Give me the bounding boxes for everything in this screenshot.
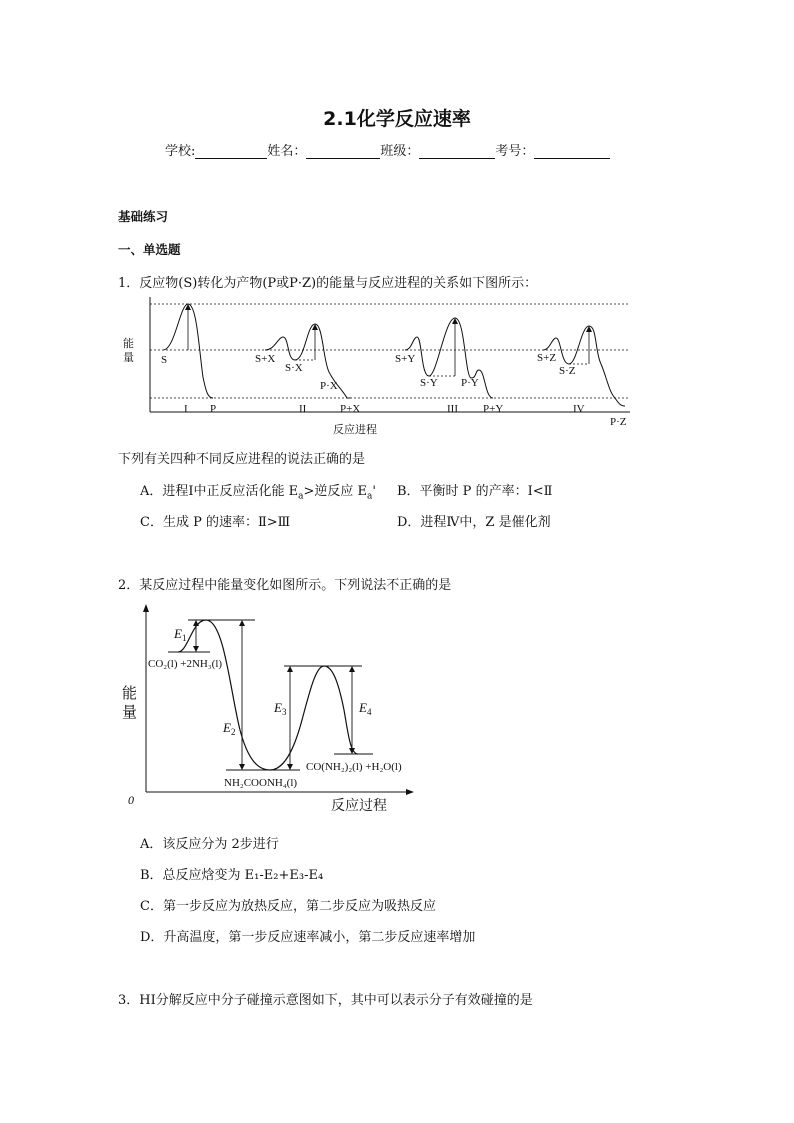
name-blank[interactable]: [306, 144, 380, 159]
section-single-choice: 一、单选题: [118, 242, 181, 257]
q2-energy-diagram: [118, 600, 418, 815]
q1-label-iv: IV: [573, 403, 585, 415]
q3-stem: 3．HI分解反应中分子碰撞示意图如下，其中可以表示分子有效碰撞的是: [118, 993, 533, 1008]
q2-origin: 0: [128, 793, 134, 807]
q1-label-s: S: [161, 354, 168, 366]
q1-option-a[interactable]: [140, 480, 376, 502]
q2-e2-label: E: [223, 720, 231, 735]
q2-stem: 2．某反应过程中能量变化如图所示。下列说法不正确的是: [118, 578, 452, 593]
q1-option-a-text: A．进程Ⅰ中正反应活化能 E: [140, 484, 299, 499]
q2-intermediate-label: NH₂COONH₄(l): [224, 777, 298, 789]
q1-option-a-mid: >逆反应 E: [303, 484, 368, 499]
q1-option-c[interactable]: C．生成 P 的速率：Ⅱ>Ⅲ: [140, 515, 291, 530]
q1-label-sy: S+Y: [395, 353, 416, 365]
q1-option-a-sub1: a: [298, 491, 304, 502]
id-blank[interactable]: [534, 144, 610, 159]
q1-label-sx: S+X: [255, 353, 276, 365]
q2-option-a[interactable]: A．该反应分为 2步进行: [140, 837, 279, 852]
q1-stem: 1．反应物(S)转化为产物(P或P·Z)的能量与反应进程的关系如下图所示：: [118, 276, 538, 291]
q1-ylabel-1: 能: [123, 338, 134, 350]
q2-e4-label: E: [359, 700, 367, 715]
q1-label-s-x: S·X: [285, 362, 303, 374]
svg-text:E1: [173, 626, 186, 643]
id-label: 考号：: [495, 144, 535, 159]
q1-option-a-end: ': [372, 484, 376, 499]
class-blank[interactable]: [419, 144, 495, 159]
q1-label-p-x: P·X: [320, 380, 338, 392]
q2-e2-sub: 2: [230, 727, 236, 737]
q2-option-c[interactable]: C．第一步反应为放热反应，第二步反应为吸热反应: [140, 899, 436, 914]
q2-ylabel-2: 量: [122, 705, 138, 721]
q1-prompt: 下列有关四种不同反应进程的说法正确的是: [118, 452, 366, 467]
page-title: 2.1化学反应速率: [323, 108, 471, 130]
q2-option-d[interactable]: D．升高温度，第一步反应速率减小，第二步反应速率增加: [140, 930, 476, 945]
q1-label-sz: S+Z: [537, 352, 557, 364]
q2-option-b[interactable]: B．总反应焓变为 E₁-E₂+E₃-E₄: [140, 868, 324, 883]
q1-option-b[interactable]: B．平衡时 P 的产率：Ⅰ<Ⅱ: [397, 484, 553, 499]
q1-label-s-y: S·Y: [420, 377, 438, 389]
q2-reactants-label: CO₂(l) +2NH₃(l): [148, 658, 223, 670]
q1-label-ii: II: [299, 403, 307, 415]
q1-label-p-y: P·Y: [461, 377, 479, 389]
q1-label-p-z: P·Z: [610, 416, 627, 428]
svg-text:E4: [358, 700, 372, 717]
q2-e1-label: E: [174, 626, 182, 641]
q2-e3-sub: 3: [281, 707, 287, 717]
q1-option-a-sub2: a: [367, 491, 373, 502]
q2-products-label: CO(NH₂)₂(l) +H₂O(l): [306, 761, 402, 773]
section-basic: 基础练习: [118, 209, 169, 224]
class-label: 班级：: [380, 144, 420, 159]
q1-energy-diagram: [115, 292, 640, 442]
q1-label-s-z: S·Z: [559, 365, 576, 377]
school-blank[interactable]: [195, 144, 267, 159]
svg-text:E3: [273, 700, 287, 717]
q2-e4-sub: 4: [366, 707, 372, 717]
q1-label-p: P: [210, 403, 217, 415]
q1-label-px: P+X: [340, 403, 361, 415]
q2-e1-sub: 1: [181, 633, 187, 643]
svg-text:E2: [222, 720, 235, 737]
q1-label-iii: III: [447, 403, 458, 415]
q2-e3-label: E: [274, 700, 282, 715]
q2-ylabel-1: 能: [122, 686, 138, 702]
q1-label-py: P+Y: [483, 403, 504, 415]
school-label: 学校:: [165, 144, 196, 159]
q1-xlabel: 反应进程: [333, 424, 377, 436]
q2-xlabel: 反应过程: [331, 799, 387, 814]
name-label: 姓名：: [267, 144, 307, 159]
q1-ylabel-2: 量: [123, 352, 134, 364]
q1-label-i: I: [184, 403, 188, 415]
q1-option-d[interactable]: D．进程Ⅳ中，Z 是催化剂: [397, 515, 551, 530]
student-info-line: [165, 140, 610, 159]
